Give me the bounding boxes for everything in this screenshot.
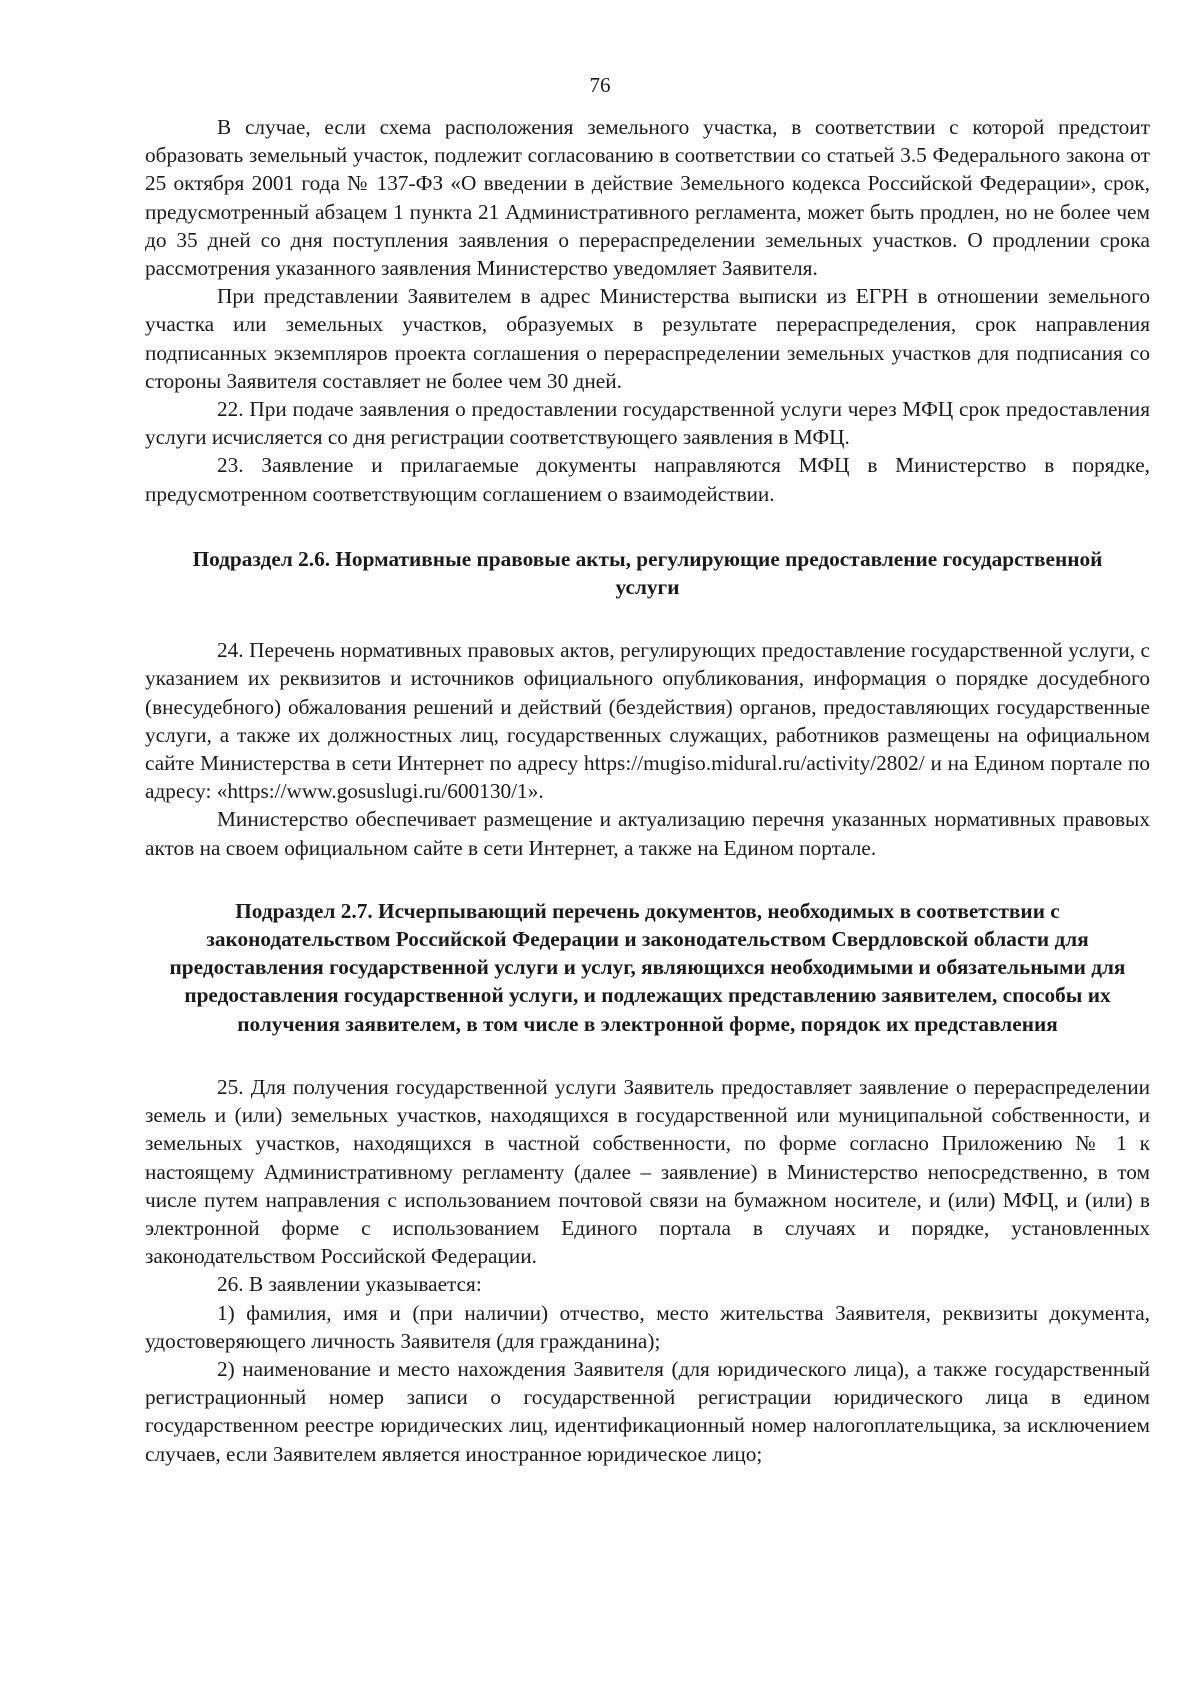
paragraph: 26. В заявлении указывается: [217,1272,482,1297]
paragraph: При представлении Заявителем в адрес Министерства выписки из ЕГРН в отношении земельного участка или земельных участков, образуемых в результате перераспределения, срок направления подписанных экземпляров проекта соглашения о перераспределении земельных участков для подписания со стороны Заявителя составляет не более чем 30 дней. [145,284,1150,393]
document-body [145,113,1150,1468]
page-number: 76 [589,73,611,97]
section-heading-2-6: Подраздел 2.6. Нормативные правовые акты, регулирующие предоставление государственной услуги [192,546,1103,600]
paragraph: В случае, если схема расположения земельного участка, в соответствии с которой предстоит образовать земельный участок, подлежит согласованию в соответствии со статьей 3.5 Федерального закона от 25 октября 2001 года № 137-ФЗ «О введении в действие Земельного кодекса Российской Федерации», срок, предусмотренный абзацем 1 пункта 21 Административного регламента, может быть продлен, но не более чем до 35 дней со дня поступления заявления о перераспределении земельных участков. О продлении срока рассмотрения указанного заявления Министерство уведомляет Заявителя. [145,115,1150,281]
paragraph: 22. При подаче заявления о предоставлении государственной услуги через МФЦ срок предоставления услуги исчисляется со дня регистрации соответствующего заявления в МФЦ. [145,397,1150,450]
paragraph: 1) фамилия, имя и (при наличии) отчество, место жительства Заявителя, реквизиты документа, удостоверяющего личность Заявителя (для гражданина); [145,1300,1150,1353]
paragraph: 23. Заявление и прилагаемые документы направляются МФЦ в Министерство в порядке, предусмотренном соответствующим соглашением о взаимодействии. [145,453,1150,506]
paragraph: Министерство обеспечивает размещение и актуализацию перечня указанных нормативных правовых актов на своем официальном сайте в сети Интернет, а также на Едином портале. [145,807,1150,860]
paragraph: 24. Перечень нормативных правовых актов, регулирующих предоставление государственной услуги, с указанием их реквизитов и источников официального опубликования, информация о порядке досудебного (внесудебного) обжалования решений и действий (бездействия) органов, предоставляющих государственные услуги, а также их должностных лиц, государственных служащих, работников размещены на официальном сайте Министерства в сети Интернет по адресу https://mugiso.midural.ru/activity/2802/ и на Едином портале по адресу: «https://www.gosuslugi.ru/600130/1». [145,638,1150,804]
paragraph: 2) наименование и место нахождения Заявителя (для юридического лица), а также государственный регистрационный номер записи о государственной регистрации юридического лица в едином государственном реестре юридических лиц, идентификационный номер налогоплательщика, за исключением случаев, если Заявителем является иностранное юридическое лицо; [145,1356,1150,1466]
paragraph: 25. Для получения государственной услуги Заявитель предоставляет заявление о перераспределении земель и (или) земельных участков, находящихся в государственной или муниципальной собственности, и земельных участков, находящихся в частной собственности, по форме согласно Приложению № 1 к настоящему Административному регламенту (далее – заявление) в Министерство непосредственно, в том числе путем направления с использованием почтовой связи на бумажном носителе, и (или) МФЦ, и (или) в электронной форме с использованием Единого портала в случаях и порядке, установленных законодательством Российской Федерации. [145,1074,1150,1269]
section-heading-2-7: Подраздел 2.7. Исчерпывающий перечень документов, необходимых в соответствии с законодательством Российской Федерации и законодательством Свердловской области для предоставления государственной услуги и услуг, являющихся необходимыми и обязательными для предоставления государственной услуги, и подлежащих представлению заявителем, способы их получения заявителем, в том числе в электронной форме, порядок их представления [169,898,1126,1036]
